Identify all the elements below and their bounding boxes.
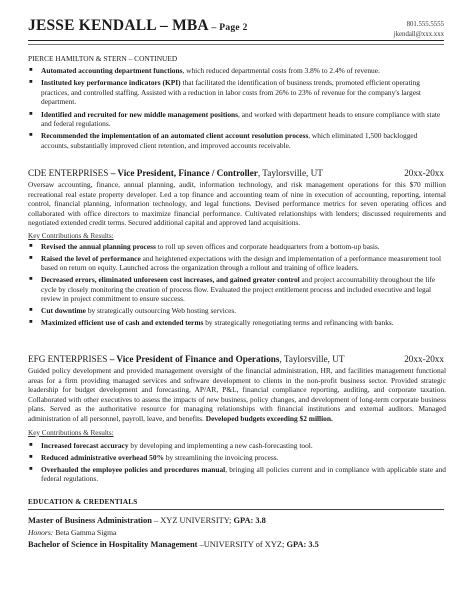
cde-bullet [28, 318, 446, 328]
cde-company: CDE ENTERPRISES [28, 168, 109, 178]
pierce-bullet [28, 110, 446, 129]
efg-title: – Vice President of Finance and Operations [107, 354, 280, 364]
bullet-text: by strategically outsourcing Web hosting services. [85, 306, 237, 316]
efg-bullet-list [28, 441, 446, 484]
email-address[interactable]: jkendall@xxx.xxx [393, 30, 444, 38]
mba-degree: Master of Business Administration [28, 516, 152, 525]
bullet-lead: Identified and recruited for new middle management positions [41, 109, 239, 119]
pierce-bullet [28, 131, 446, 150]
education-rule [28, 509, 444, 510]
bullet-lead: Overhauled the employee policies and procedures manual [41, 464, 226, 474]
header-rule [28, 40, 444, 41]
cde-title: – Vice President, Finance / Controller [108, 168, 258, 178]
pierce-heading: PIERCE HAMILTON & STERN – CONTINUED [28, 54, 178, 63]
bullet-lead: Instituted key performance indicators (KPI) [41, 78, 181, 88]
pierce-bullet [28, 66, 446, 76]
bullet-lead: Revised the annual planning process [41, 242, 156, 251]
bullet-lead: Cut downtime [41, 306, 86, 316]
cde-location: , Taylorsville, UT [257, 168, 323, 178]
bullet-text: , which eliminated 1,500 backlogged accounts, substantially improved client retention, and improved accounts receivable. [41, 131, 418, 150]
bullet-text: and heightened expectations with the design and implementation of a performance measurement tool based on return on equity. Launched across the organization through a rollout and training of office leaders. [41, 253, 441, 273]
bullet-text: and project accountability throughout the life cycle by closely monitoring the creation of process flow. Evaluated the project entitlement process and included executive and legal review in project commitment to ensure success. [41, 275, 436, 304]
bs-degree: Bachelor of Science in Hospitality Management [28, 540, 198, 549]
efg-summary-highlight: Developed budgets exceeding $2 million. [203, 413, 333, 423]
bullet-lead: Raised the level of performance [41, 253, 141, 263]
cde-bullet [28, 242, 446, 252]
efg-key-contributions-heading: Key Contributions & Results: [28, 428, 114, 437]
bullet-text: , and worked with department heads to ensure compliance with state and federal regulations. [41, 109, 441, 129]
bullet-lead: Automated accounting department functions [41, 66, 183, 75]
bs-gpa: GPA: 3.5 [286, 540, 319, 549]
header-rule-thin [28, 44, 444, 45]
cde-role-line [28, 168, 444, 178]
efg-section [28, 366, 446, 486]
bs-line [28, 540, 319, 549]
honors-value: Beta Gamma Sigma [53, 528, 117, 537]
mba-line [28, 516, 266, 525]
bullet-lead: Decreased errors, eliminated unforeseen cost increases, and gained greater control [41, 275, 300, 285]
bullet-text: by strategically renegotiating terms and refinancing with banks. [203, 317, 394, 327]
cde-bullet-list [28, 242, 446, 330]
efg-location: , Taylorsville, UT [279, 354, 345, 364]
bullet-text: , bringing all policies current and in compliance with applicable state and federal regulations. [41, 464, 446, 484]
bullet-lead: Recommended the implementation of an automated client account resolution process [41, 131, 309, 141]
efg-bullet [28, 441, 446, 451]
cde-bullet [28, 306, 446, 316]
name-separator: – [155, 17, 173, 34]
efg-bullet [28, 465, 446, 484]
candidate-credential: MBA [172, 17, 209, 34]
efg-bullet [28, 453, 446, 463]
cde-key-contributions-heading: Key Contributions & Results: [28, 232, 114, 240]
page-label: – Page 2 [208, 23, 248, 33]
cde-dates: 20xx-20xx [404, 168, 444, 178]
honors-label: Honors: [28, 528, 54, 537]
efg-summary-text: Guided policy development and provided management oversight of the financial administration, HR, and facilities management functional areas for a firm providing managed services and software development to clients in the non-profit business sector. Provided strategic leadership for budget development and forecasting, AP/AR, P&L, financial compliance reporting, auditing, and corporate taxation. Collaborated with other executives to assess the impacts of new business, policy changes, and development of long-term corporate business plans. Served as the authoritative resource for managing relationships with financial institutions and external auditors. Managed administration of all personnel, payroll, leave, and benefits. [28, 366, 446, 423]
cde-bullet [28, 275, 446, 304]
bullet-text: to roll up seven offices and corporate headquarters from a bottom-up basis. [155, 242, 380, 251]
phone-number: 801.555.5555 [406, 21, 444, 28]
efg-dates: 20xx-20xx [404, 354, 444, 364]
bs-school: –UNIVERSITY of XYZ; [197, 540, 287, 549]
bullet-text: by streamlining the invoicing process. [163, 452, 279, 462]
bullet-text: that facilitated the identification of business trends, promoted efficient operating practices, and controlled staffing. Assisted with a reduction in labor costs from 26% to 23% of revenue for the company's largest department. [41, 78, 421, 107]
bullet-lead: Increased forecast accuracy [41, 441, 129, 451]
mba-gpa: GPA: 3.8 [233, 516, 266, 525]
efg-summary [28, 366, 446, 424]
pierce-bullet [28, 78, 446, 107]
contact-block [394, 20, 444, 39]
cde-summary: Oversaw accounting, finance, annual planning, audit, information technology, and risk management operations for this $70 million recreational real estate property developer. Led a top finance and accounting team of nine in execution of accounting, reporting, internal control, financial planning, information technology, and legal functions. Devised performance metrics for seven operating offices and collaborated with office directors to maximize financial performance. Cultivated relationships with lenders; discussed requirements and negotiated extended credit terms. Secured additional capital and approved land acquisitions. [28, 180, 446, 228]
resume-header-name [28, 17, 248, 35]
bullet-lead: Reduced administrative overhead 50% [41, 452, 164, 462]
honors-line [28, 528, 116, 537]
bullet-text: by developing and implementing a new cash-forecasting tool. [128, 441, 313, 451]
bullet-lead: Maximized efficient use of cash and extended terms [41, 317, 204, 327]
mba-school: – XYZ UNIVERSITY; [151, 516, 234, 525]
education-heading: EDUCATION & CREDENTIALS [28, 498, 138, 506]
candidate-name: JESSE KENDALL [28, 17, 156, 34]
efg-company: EFG ENTERPRISES [28, 354, 108, 364]
pierce-bullet-list [28, 66, 446, 153]
cde-bullet [28, 254, 446, 273]
bullet-text: , which reduced departmental costs from 3.8% to 2.4% of revenue. [182, 66, 380, 75]
efg-role-line [28, 354, 444, 364]
